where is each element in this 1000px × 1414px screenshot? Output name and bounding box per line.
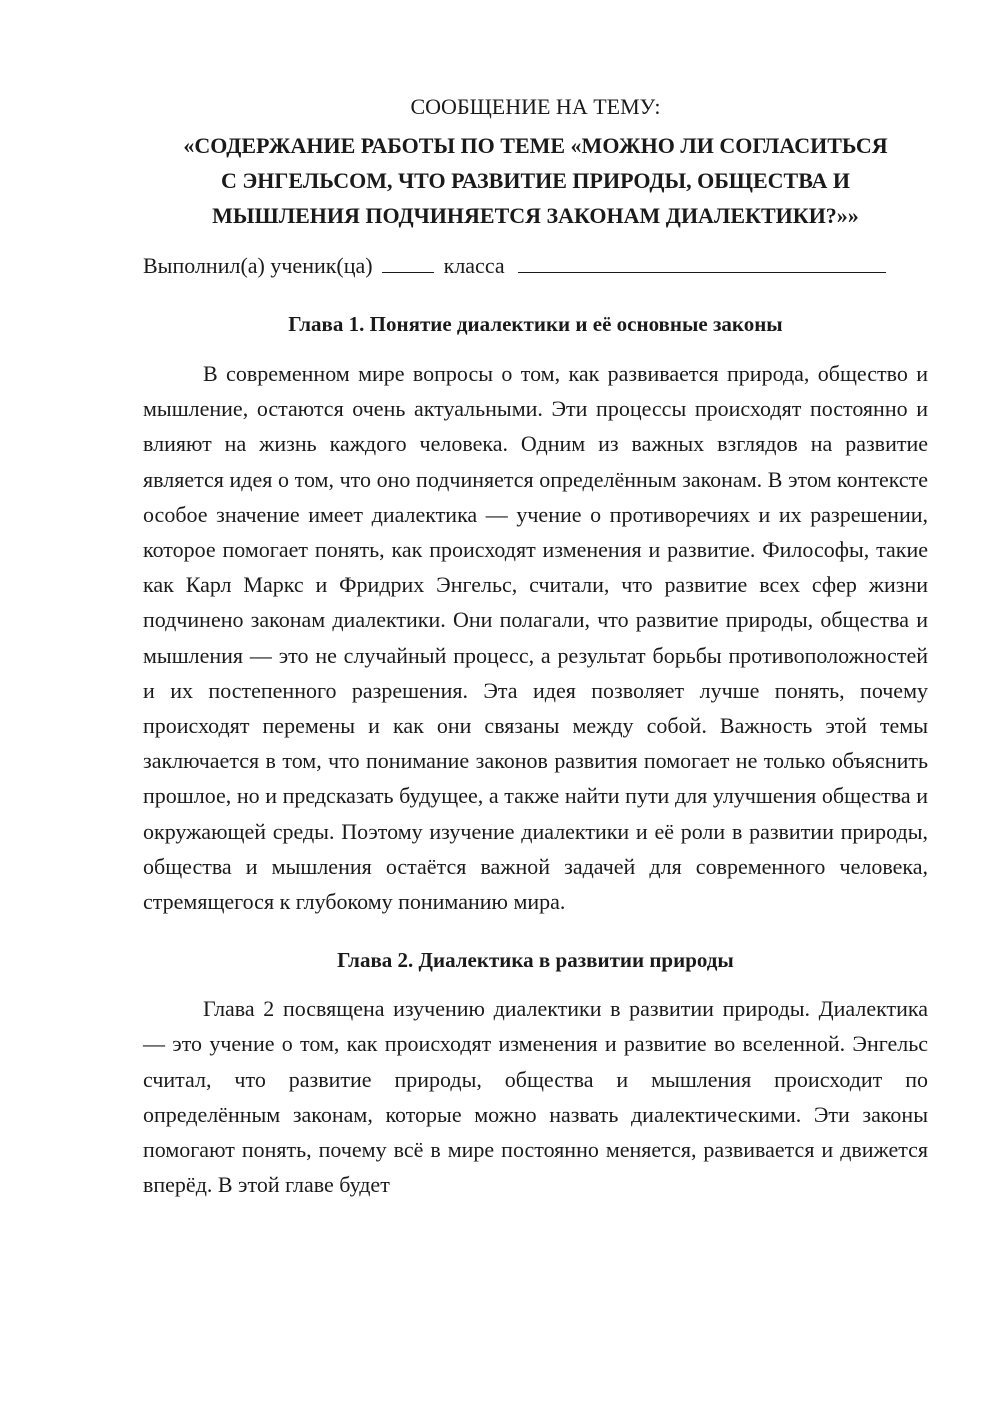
document-title-line: МЫШЛЕНИЯ ПОДЧИНЯЕТСЯ ЗАКОНАМ ДИАЛЕКТИКИ?»»	[212, 203, 859, 228]
document-title-line: С ЭНГЕЛЬСОМ, ЧТО РАЗВИТИЕ ПРИРОДЫ, ОБЩЕСТВА И	[221, 168, 850, 193]
chapter-2-paragraph: Глава 2 посвящена изучению диалектики в развитии природы. Диалектика — это учение о том, как происходят изменения и развитие во вселенной. Энгельс считал, что развитие природы, общества и мышления происходит по определённым законам, которые можно назвать диалектическими. Эти законы помогают понять, почему всё в мире постоянно меняется, развивается и движется вперёд. В этой главе будет	[143, 996, 928, 1198]
document-title	[143, 128, 928, 233]
name-blank	[518, 252, 886, 273]
document-title-line: «СОДЕРЖАНИЕ РАБОТЫ ПО ТЕМЕ «МОЖНО ЛИ СОГЛАСИТЬСЯ	[183, 133, 888, 158]
chapter-1-heading: Глава 1. Понятие диалектики и её основные законы	[288, 312, 783, 336]
document-page	[143, 92, 928, 1202]
chapter-2-heading: Глава 2. Диалектика в развитии природы	[337, 948, 734, 973]
author-line	[143, 251, 928, 281]
document-label: СООБЩЕНИЕ НА ТЕМУ:	[410, 94, 661, 119]
chapter-1-paragraph: В современном мире вопросы о том, как развивается природа, общество и мышление, остаются очень актуальными. Эти процессы происходят постоянно и влияют на жизнь каждого человека. Одним из важных взглядов на развитие является идея о том, что оно подчиняется определённым законам. В этом контексте особое значение имеет диалектика — учение о противоречиях и их разрешении, которое помогает понять, как происходят изменения и развитие. Философы, такие как Карл Маркс и Фридрих Энгельс, считали, что развитие всех сфер жизни подчинено законам диалектики. Они полагали, что развитие природы, общества и мышления — это не случайный процесс, а результат борьбы противоположностей и их постепенного разрешения. Эта идея позволяет лучше понять, почему происходят перемены и как они связаны между собой. Важность этой темы заключается в том, что понимание законов развития помогает не только объяснить прошлое, но и предсказать будущее, а также найти пути для улучшения общества и окружающей среды. Поэтому изучение диалектики и её роли в развитии природы, общества и мышления остаётся важной задачей для современного человека, стремящегося к глубокому пониманию мира.	[143, 361, 928, 915]
grade-blank	[382, 252, 434, 273]
grade-label: класса	[443, 253, 505, 278]
author-label: Выполнил(а) ученик(ца)	[143, 253, 373, 278]
